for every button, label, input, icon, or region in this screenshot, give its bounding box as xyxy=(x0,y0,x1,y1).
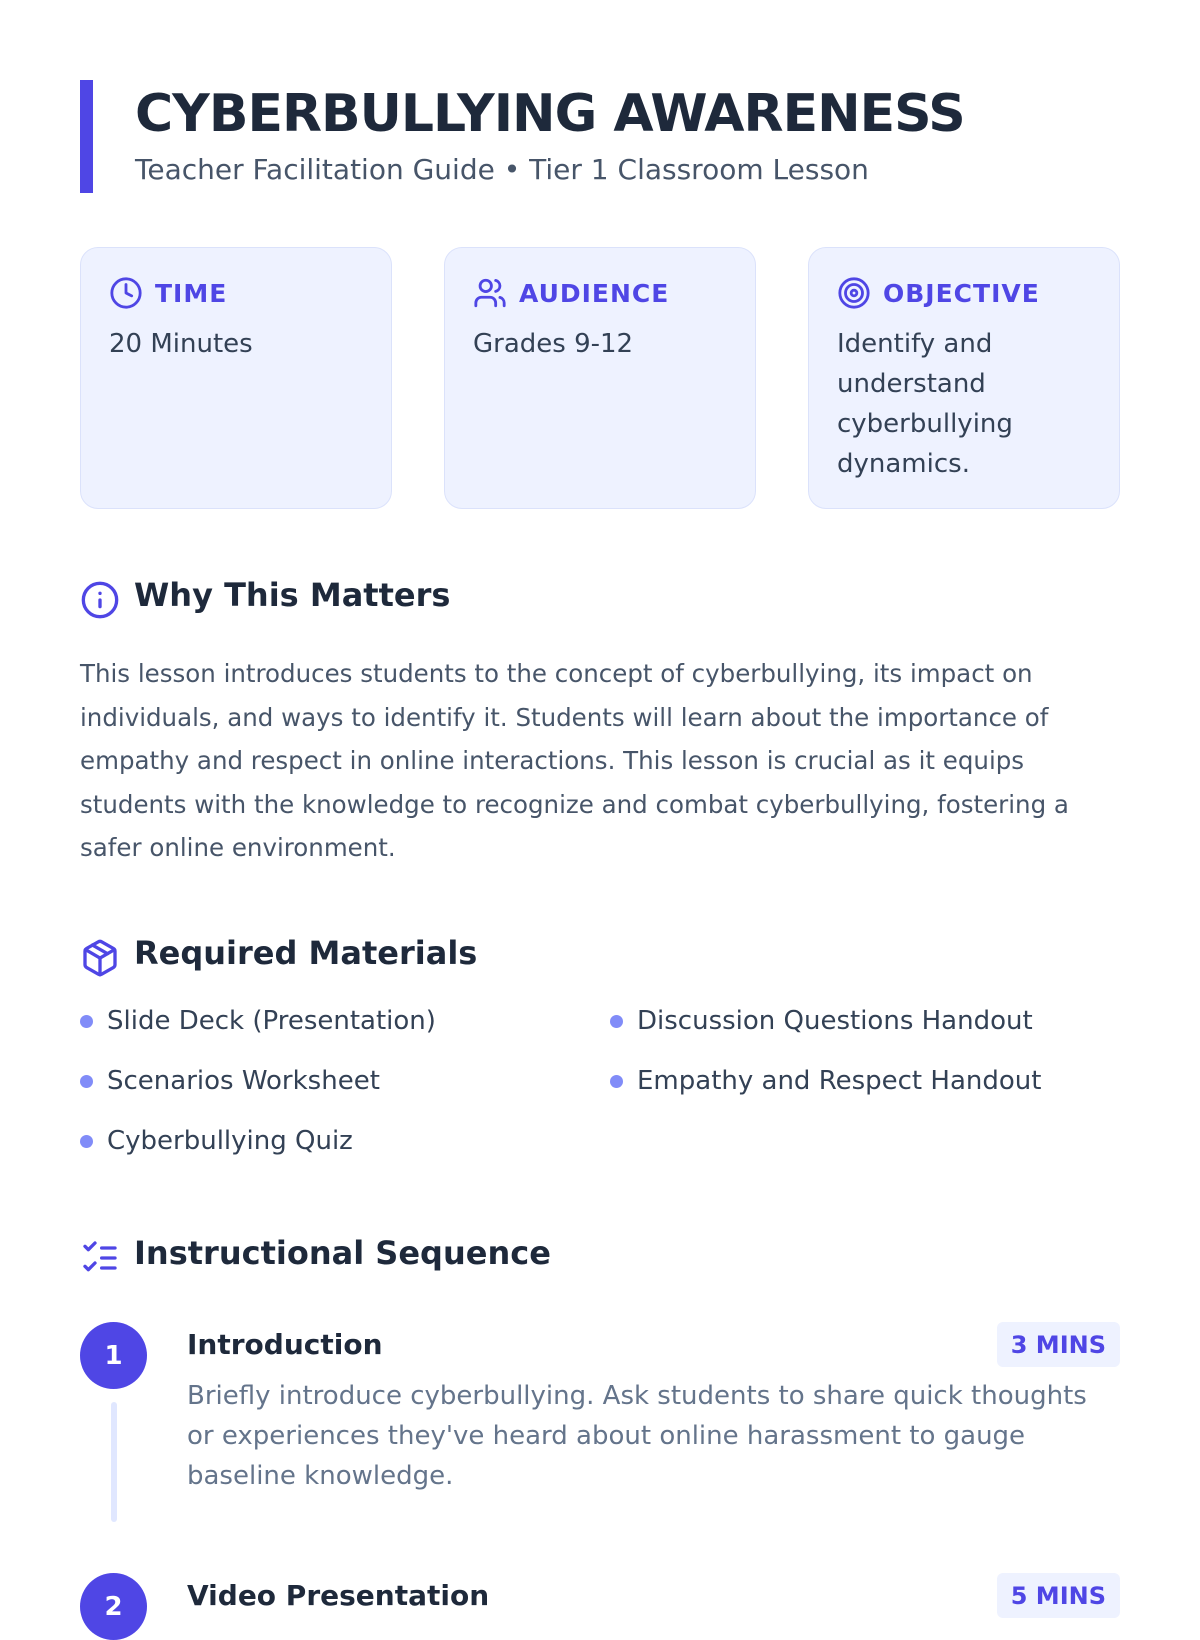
step-number: 1 xyxy=(80,1322,147,1389)
list-item xyxy=(80,1126,353,1156)
bullet-dot xyxy=(610,1075,623,1088)
page-subtitle: Teacher Facilitation Guide • Tier 1 Classroom Lesson xyxy=(135,153,869,186)
material-label: Discussion Questions Handout xyxy=(637,1006,1033,1036)
objective-card xyxy=(808,247,1120,509)
material-label: Slide Deck (Presentation) xyxy=(107,1006,436,1036)
step-title: Video Presentation xyxy=(187,1579,490,1612)
bullet-dot xyxy=(80,1075,93,1088)
sequence-step xyxy=(80,1573,1120,1622)
audience-value: Grades 9-12 xyxy=(473,329,634,359)
clock-icon xyxy=(109,276,143,310)
accent-bar xyxy=(80,80,93,193)
duration-badge: 3 MINS xyxy=(997,1322,1120,1367)
bullet-dot xyxy=(80,1135,93,1148)
info-cards xyxy=(80,247,1120,509)
bullet-dot xyxy=(80,1015,93,1028)
users-icon xyxy=(473,276,507,310)
objective-label: OBJECTIVE xyxy=(883,278,1040,308)
list-checks-icon xyxy=(80,1238,120,1278)
audience-label: AUDIENCE xyxy=(519,278,670,308)
sequence-section-header xyxy=(80,1234,551,1278)
time-value: 20 Minutes xyxy=(109,329,253,359)
material-label: Scenarios Worksheet xyxy=(107,1066,380,1096)
objective-value: Identify and understand cyberbullying dynamics. xyxy=(837,329,1013,479)
time-card xyxy=(80,247,392,509)
list-item xyxy=(610,1006,1033,1036)
material-label: Empathy and Respect Handout xyxy=(637,1066,1042,1096)
material-label: Cyberbullying Quiz xyxy=(107,1126,353,1156)
package-icon xyxy=(80,938,120,978)
duration-badge: 5 MINS xyxy=(997,1573,1120,1618)
list-item xyxy=(610,1066,1041,1096)
sequence-title: Instructional Sequence xyxy=(134,1234,551,1272)
why-title: Why This Matters xyxy=(134,576,451,614)
target-icon xyxy=(837,276,871,310)
audience-card xyxy=(444,247,756,509)
list-item xyxy=(80,1006,436,1036)
materials-section-header xyxy=(80,934,478,978)
step-description: Briefly introduce cyberbullying. Ask students to share quick thoughts or experiences they've heard about online harassment to gauge baseline knowledge. xyxy=(187,1381,1087,1491)
page-header xyxy=(80,80,1120,193)
step-connector-line xyxy=(111,1402,117,1522)
bullet-dot xyxy=(610,1015,623,1028)
page-title: CYBERBULLYING AWARENESS xyxy=(135,84,965,144)
info-icon xyxy=(80,580,120,620)
sequence-step xyxy=(80,1322,1120,1522)
step-number: 2 xyxy=(80,1573,147,1640)
why-section-header xyxy=(80,576,451,620)
why-paragraph: This lesson introduces students to the concept of cyberbullying, its impact on individuals, and ways to identify it. Students will learn about the importance of empathy and respect in online interactions. This lesson is crucial as it equips students with the knowledge to recognize and combat cyberbullying, fostering a safer online environment. xyxy=(80,659,1069,862)
time-label: TIME xyxy=(155,278,228,308)
materials-title: Required Materials xyxy=(134,934,478,972)
list-item xyxy=(80,1066,380,1096)
step-title: Introduction xyxy=(187,1328,383,1361)
